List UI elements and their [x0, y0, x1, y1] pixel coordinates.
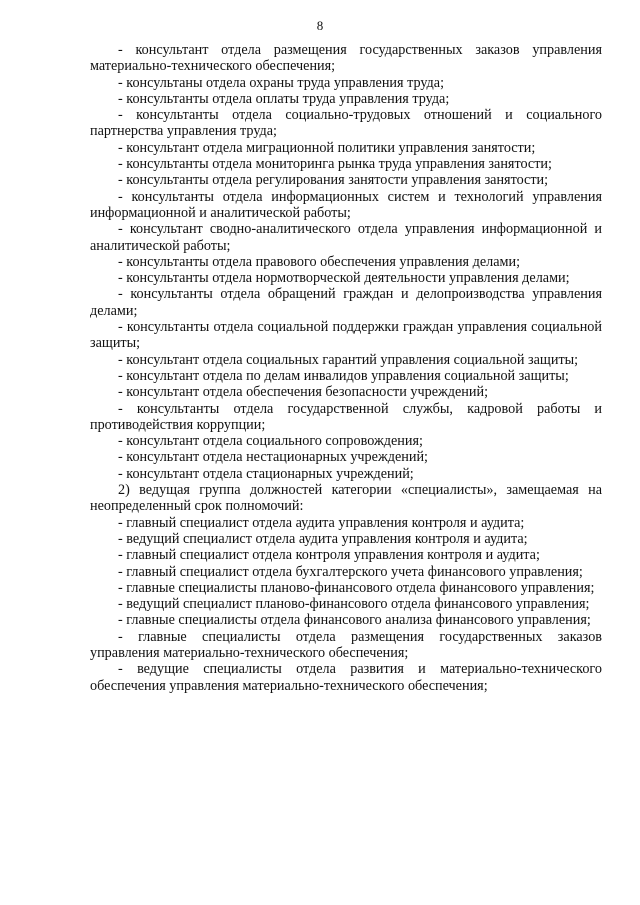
list-item: - консультант отдела социального сопровождения;: [118, 433, 423, 450]
list-item: - консультанты отдела регулирования занятости управления занятости;: [118, 172, 549, 189]
list-item: - консультанты отдела оплаты труда управления труда;: [118, 90, 450, 107]
list-item: - главные специалисты планово-финансового отдела финансового управления;: [118, 579, 595, 596]
list-item: - консультант отдела обеспечения безопасности учреждений;: [118, 384, 489, 401]
list-item: - консультанты отдела обращений граждан и делопроизводства управления делами;: [90, 286, 602, 319]
page-number: 8: [316, 18, 324, 33]
list-item: - главные специалисты отдела размещения государственных заказов управления материально-технического обеспечения;: [90, 628, 602, 661]
list-item: - консультаны отдела охраны труда управления труда;: [118, 74, 445, 91]
list-item: - ведущий специалист планово-финансового отдела финансового управления;: [118, 596, 590, 613]
list-item: - главные специалисты отдела финансового анализа финансового управления;: [118, 612, 591, 629]
list-item: - главный специалист отдела контроля управления контроля и аудита;: [118, 547, 540, 564]
list-item: - ведущий специалист отдела аудита управления контроля и аудита;: [118, 530, 528, 547]
list-item: - ведущие специалисты отдела развития и материально-технического обеспечения управления материально-технического обеспечения;: [90, 661, 602, 694]
list-item: - консультанты отдела социально-трудовых отношений и социального партнерства управления труда;: [90, 107, 602, 140]
list-item: - консультант отдела стационарных учреждений;: [118, 465, 414, 482]
list-item: - консультант отдела социальных гарантий управления социальной защиты;: [118, 351, 579, 368]
list-item: - главный специалист отдела бухгалтерского учета финансового управления;: [118, 563, 583, 580]
list-item: - консультанты отдела государственной службы, кадровой работы и противодействия коррупции;: [90, 400, 602, 433]
list-item: - консультант отдела по делам инвалидов управления социальной защиты;: [118, 367, 569, 384]
section-heading: 2) ведущая группа должностей категории «специалисты», замещаемая на неопределенный срок полномочий:: [90, 482, 602, 515]
list-item: - главный специалист отдела аудита управления контроля и аудита;: [118, 514, 525, 531]
list-item: - консультанты отдела нормотворческой деятельности управления делами;: [118, 270, 570, 287]
list-item: - консультанты отдела мониторинга рынка труда управления занятости;: [118, 156, 552, 173]
list-item: - консультант сводно-аналитического отдела управления информационной и аналитической работы;: [90, 221, 602, 254]
list-item: - консультанты отдела информационных систем и технологий управления информационной и аналитической работы;: [90, 188, 602, 221]
list-item: - консультант отдела размещения государственных заказов управления материально-технического обеспечения;: [90, 42, 602, 75]
list-item: - консультант отдела миграционной политики управления занятости;: [118, 139, 536, 156]
list-item: - консультанты отдела социальной поддержки граждан управления социальной защиты;: [90, 319, 602, 352]
list-item: - консультанты отдела правового обеспечения управления делами;: [118, 253, 521, 270]
list-item: - консультант отдела нестационарных учреждений;: [118, 449, 428, 466]
document-body: [90, 42, 602, 694]
